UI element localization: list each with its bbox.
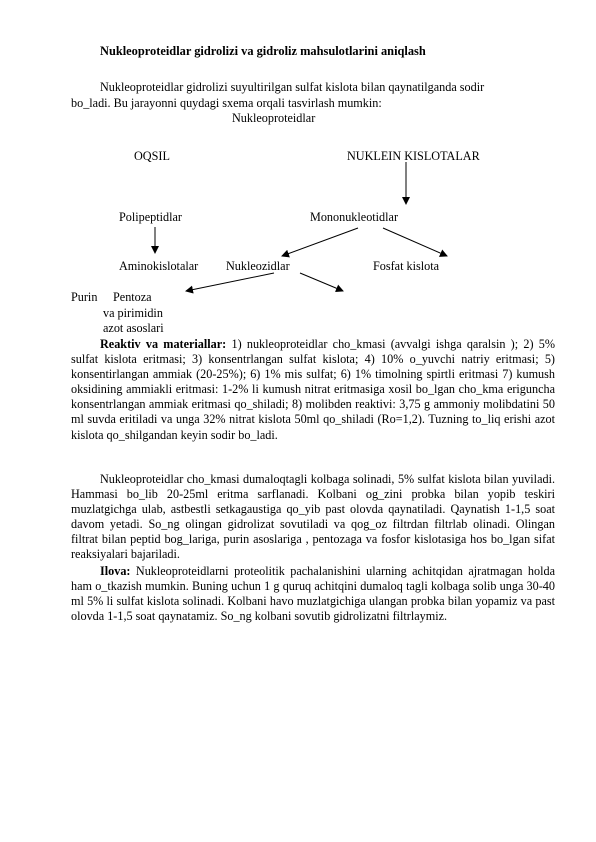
arrow-nukleozid-to-purin [186,273,274,291]
scheme-nukleozid: Nukleozidlar [226,259,290,273]
scheme-fosfat: Fosfat kislota [373,259,440,273]
intro-line-1: Nukleoproteidlar gidrolizi suyultirilgan sulfat kislota bilan qaynatilganda sodir [100,80,485,94]
note-heading: Ilova: [100,564,131,578]
arrow-mononukleotid-to-fosfat [383,228,447,256]
arrow-mononukleotid-to-nukleozid [282,228,358,256]
arrow-nukleozid-to-pentoza [300,273,343,291]
scheme-pentoza: Pentoza [113,290,152,304]
reagents-text: 1) nukleoproteidlar cho_kmasi (avvalgi ishga qaralsin ); 2) 5% sulfat kislota eritmasi; 3) konsentrlangan sulfat kislota; 4) 10% o_yuvchi natriy eritmasi; 5) konsentirlangan ammiak (20-25%); 6) 1% mis sulfat; 6) 1% timolning spirtli eritmasi 7) kumush oksidining ammiakli eritmasi: 1-2% li kumush nitrat eritmasiga xosil bo_lgan cho_kma eriguncha konsentrlangan ammiak eritmasi qo_shiladi; 8) molibden reaktivi: 3,75 g ammoniy molibdatini 50 ml suvda eritiladi va unga 32% nitrat kislota 50ml qo_shiladi (Ro=1,2). Tuzning to_liq erishi azot kislota qo_shilgandan keyin sodir bo_ladi. [71,337,555,442]
scheme-aminokislota: Aminokislotalar [119,259,199,273]
scheme-mononukleotid: Mononukleotidlar [310,210,399,224]
scheme-pirimidin: va pirimidin [103,306,163,320]
reagents-paragraph [71,337,555,443]
scheme-polipeptid: Polipeptidlar [119,210,182,224]
note-text: Nukleoproteidlarni proteolitik pachalanishini ularning achitqidan ajratmagan holda ham o_tkazish mumkin. Buning uchun 1 g quruq achitqini dumaloq tagli kolbaga solib unga 30-40 ml 5% li sulfat kislota solinadi. Kolbani havo muzlatgichiga ulangan probka bilan yopamiz va past olovda 1-1,5 soat qaynatamiz. So_ng kolbani sovutib gidrolizatni filtrlaymiz. [71,564,555,624]
reagents-heading: Reaktiv va materiallar: [100,337,227,351]
intro-line-2: bo_ladi. Bu jarayonni quydagi sxema orqali tasvirlash mumkin: [71,96,382,110]
scheme-oqsil: OQSIL [134,149,170,163]
scheme-nuklein: NUKLEIN KISLOTALAR [347,149,480,163]
note-paragraph [71,564,555,624]
scheme-purin: Purin [71,290,98,304]
scheme-azot: azot asoslari [103,321,164,335]
page-title: Nukleoproteidlar gidrolizi va gidroliz mahsulotlarini aniqlash [100,44,426,58]
scheme-root: Nukleoproteidlar [232,111,316,125]
procedure-paragraph: Nukleoproteidlar cho_kmasi dumaloqtagli kolbaga solinadi, 5% sulfat kislota bilan yuviladi. Hammasi bo_lib 20-25ml eritma sarflanadi. Kolbani og_zini probka bilan yopib teskiri muzlatgichga ulab, astbestli setkagaustiga qo_yib past olovda qaynatiladi. Qaynatish 1-1,5 soat davom yetadi. So_ng olingan gidrolizat sovutiladi va qog_oz filtrdan filtrlab olinadi. Olingan filtrat bilan peptid bog_lariga, purin asoslariga , pentozaga va fosfor kislotasiga hos bo_lgan sifat reaksiyalari bajariladi. [71,472,555,562]
